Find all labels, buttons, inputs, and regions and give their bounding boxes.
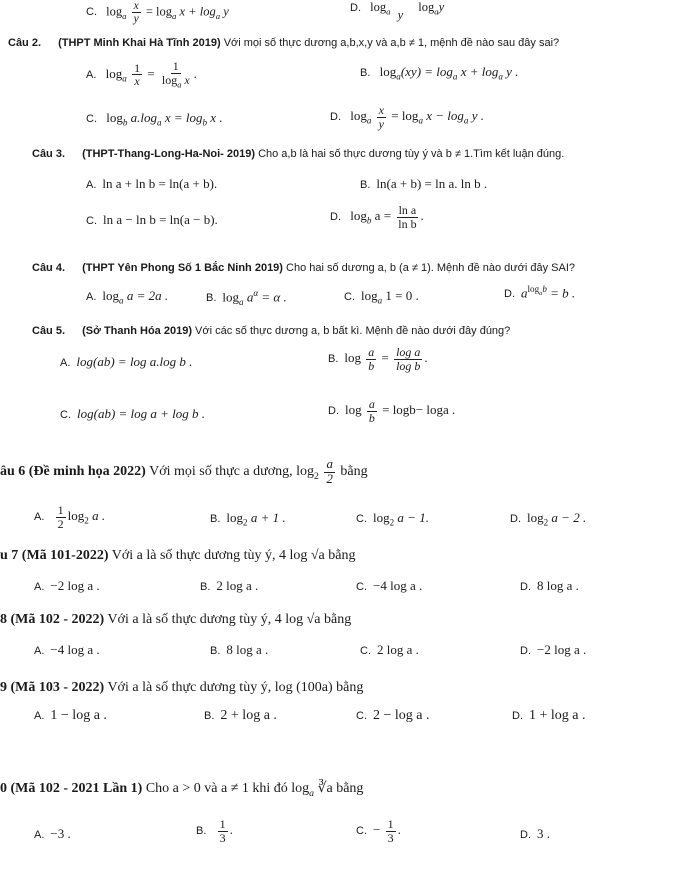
option-label: B. (196, 825, 207, 838)
fraction (160, 60, 192, 90)
frac-den: 3 (219, 830, 226, 845)
math-text: x . (207, 110, 223, 125)
q4-option-d (504, 284, 575, 301)
frac-num: x (133, 0, 139, 12)
option-label: B. (210, 645, 221, 657)
fraction (394, 346, 422, 372)
option-label: C. (356, 581, 367, 593)
frac-den: y (133, 13, 139, 26)
question-number: Câu 2. (8, 37, 42, 49)
math-text: a = (371, 208, 392, 224)
math-text: a (521, 285, 528, 301)
option-label: B. (200, 581, 211, 593)
math-text: log (379, 64, 397, 79)
frac-num: log a (396, 345, 421, 359)
option-label: D. (520, 645, 531, 657)
math-sub: a (377, 295, 383, 306)
math-text: 1 + log a . (529, 708, 586, 723)
frac-den: log (161, 72, 178, 87)
math-text: ln a − ln b = ln(a − b). (103, 212, 218, 227)
option-label: C. (86, 6, 97, 19)
q9-option-c (356, 708, 430, 724)
q6-option-b (210, 510, 286, 528)
option-label: D. (520, 829, 531, 841)
q5-option-a (60, 354, 192, 370)
math-sub: 2 (389, 517, 395, 528)
math-text: log (106, 4, 123, 19)
question-number: Câu 3. (32, 148, 66, 160)
fraction (56, 504, 66, 530)
q7-option-d (520, 578, 579, 594)
math-text: 2 + log a . (220, 708, 277, 723)
q2-option-a: A. $\log_a$ $\frac{1}{x}$ = $\frac{1}{\log_a x}$ . (86, 59, 197, 89)
math-sub: a (177, 79, 182, 89)
q8-option-b (210, 642, 268, 658)
q10-option-c: C. − $\frac{1}{3}$ . (356, 817, 401, 845)
question-number: 9 (Mã 103 - 2022) (0, 680, 105, 695)
question-number: Câu 5. (32, 325, 66, 337)
frac-num: 1 (387, 817, 394, 831)
frac-den: log b (396, 358, 421, 373)
frac-num: a (368, 397, 375, 411)
frac-num: x (378, 103, 384, 117)
math-text: = b . (546, 285, 576, 301)
fraction (367, 398, 377, 424)
math-text: ∛a (314, 781, 333, 796)
math-text: = logb− loga . (378, 402, 456, 418)
math-sub: 2 (243, 517, 248, 528)
q4-option-b (206, 288, 287, 307)
math-text: 2 log a . (216, 578, 259, 593)
q6-stem (0, 458, 368, 486)
math-text: log (102, 288, 120, 303)
math-sub: a (434, 6, 439, 17)
math-sup: log (527, 284, 540, 294)
question-text: Với a là số thực dương tùy ý, 4 log √a bằng (104, 612, 352, 627)
math-text: a = 2a . (123, 288, 169, 303)
math-sub: 2 (543, 517, 549, 528)
math-text: a − 1. (394, 510, 429, 525)
q9-option-a (34, 708, 107, 724)
question-text: Với mọi số thực dương a,b,x,y và a,b ≠ 1, mệnh đề nào sau đây sai? (220, 37, 560, 49)
fraction (377, 104, 386, 130)
q10-option-d (520, 826, 550, 842)
math-sub: a (366, 115, 372, 126)
frac-den: 2 (326, 471, 333, 486)
math-text: a − 2 . (548, 510, 587, 525)
question-number: 8 (Mã 102 - 2022) (0, 612, 105, 627)
question-text: Cho a > 0 và a ≠ 1 khi đó log (142, 781, 310, 796)
frac-den: b (368, 410, 375, 425)
math-sub: 2 (314, 471, 319, 483)
q10-option-a (34, 826, 71, 842)
math-text: y . (502, 64, 519, 79)
q5-option-c (60, 406, 205, 422)
question-text: Với a là số thực dương tùy ý, log (100a) bằng (104, 680, 364, 695)
fraction (132, 62, 142, 88)
q2-stem (8, 37, 559, 49)
option-label: B. (206, 292, 217, 305)
fraction (218, 818, 228, 844)
q8-stem (0, 612, 351, 628)
q1-option-d (350, 0, 445, 22)
q2-option-d (330, 104, 484, 130)
math-text: x (181, 72, 190, 87)
fraction (396, 204, 418, 230)
math-text: log (361, 288, 378, 303)
q3-option-c (86, 212, 218, 228)
math-sub: a (539, 289, 543, 297)
math-text: −2 log a . (50, 578, 100, 593)
math-text: log (350, 208, 367, 224)
option-label: A. (34, 511, 45, 524)
math-text: y (220, 4, 229, 19)
math-text: x = log (161, 110, 203, 125)
math-sub: a (386, 6, 391, 17)
q8-option-c (360, 642, 419, 658)
question-source: (THPT Minh Khai Hà Tĩnh 2019) (58, 37, 221, 49)
option-label: A. (60, 357, 71, 369)
q7-option-a (34, 578, 100, 594)
math-text: = α . (258, 289, 287, 305)
option-label: D. (504, 288, 515, 301)
option-label: C. (86, 113, 97, 125)
math-text: 2 log a . (377, 642, 419, 657)
option-label: B. (204, 710, 215, 722)
math-text: log (222, 289, 240, 305)
math-text: 8 log a . (226, 642, 269, 657)
math-sub: 2 (84, 515, 89, 526)
q6-option-c (356, 510, 429, 528)
q3-stem (32, 148, 564, 160)
option-label: C. (60, 409, 71, 421)
fraction (366, 346, 376, 372)
q5-stem (32, 325, 510, 337)
q3-option-a (86, 176, 217, 192)
frac-num: 1 (172, 59, 179, 73)
frac-den: b (368, 358, 375, 373)
q10-option-b: B. $\frac{1}{3}$ . (196, 817, 233, 845)
math-sub: a (157, 117, 162, 128)
math-sub: a (498, 71, 503, 82)
math-sub: b (202, 117, 208, 128)
math-text: . (424, 350, 428, 366)
option-label: C. (344, 291, 355, 303)
math-text: 3 . (537, 826, 550, 841)
math-text: −3 . (50, 826, 71, 841)
question-number: Câu 4. (32, 262, 66, 274)
option-label: A. (34, 710, 45, 722)
math-text: x + log (176, 4, 216, 19)
math-text: a (243, 289, 254, 305)
option-label: A. (86, 291, 97, 303)
question-number: âu 6 (Đề minh họa 2022) (0, 464, 146, 480)
math-text: log(ab) = log a + log b . (77, 406, 206, 421)
math-sub: a (396, 71, 401, 82)
math-text: log (350, 108, 367, 124)
math-text: (xy) = log (400, 64, 453, 79)
math-text: 8 log a . (537, 578, 579, 593)
math-sub: b (122, 117, 128, 128)
math-text: log (527, 510, 544, 525)
q9-option-b (204, 708, 277, 724)
q3-option-d (330, 204, 424, 230)
frac-den: ln b (398, 216, 417, 231)
math-text: a . (88, 508, 106, 524)
question-text: Với a là số thực dương tùy ý, 4 log √a bằng (108, 548, 356, 563)
math-text: 1 = 0 . (382, 288, 419, 303)
q7-option-b (200, 578, 258, 594)
math-text: log (106, 110, 123, 125)
option-label: C. (356, 825, 367, 838)
math-text: a + 1 . (247, 510, 286, 525)
question-text: Cho hai số dương a, b (a ≠ 1). Mệnh đề nào dưới đây SAI? (282, 262, 575, 274)
math-sub: a (122, 10, 127, 21)
q6-option-d (510, 510, 586, 528)
option-label: C. (86, 215, 97, 227)
q5-option-d (328, 398, 455, 424)
fraction (386, 818, 396, 844)
option-label: C. (360, 645, 371, 657)
question-source: (THPT Yên Phong Số 1 Bắc Ninh 2019) (82, 262, 283, 274)
math-text: y (438, 0, 445, 14)
math-text: x + log (457, 64, 499, 79)
math-text: = log (391, 108, 419, 124)
math-text: . (420, 208, 424, 224)
option-label: A. (34, 581, 45, 593)
math-text: log (373, 510, 390, 525)
math-text: log (226, 510, 244, 525)
math-text: −4 log a . (373, 578, 423, 593)
option-label: C. (356, 513, 367, 525)
math-text: a.log (127, 110, 158, 125)
option-label: A. (34, 829, 45, 841)
math-text: log (418, 0, 435, 14)
math-text: ln(a + b) = ln a. ln b . (376, 176, 488, 191)
frac-den: y (378, 116, 384, 131)
frac-den: 3 (387, 830, 394, 845)
option-label: A. (86, 68, 97, 81)
math-text: = (381, 350, 389, 366)
frac-num: ln a (398, 203, 417, 217)
math-text: 2 − log a . (373, 708, 430, 723)
q8-option-d (520, 642, 586, 658)
option-label: B. (328, 353, 339, 366)
q10-stem (0, 780, 363, 799)
frac-num: 1 (57, 503, 64, 517)
math-sub: a (122, 73, 127, 84)
option-label: B. (210, 513, 221, 525)
math-sub: a (418, 115, 423, 126)
math-text: − (373, 822, 381, 838)
q7-stem (0, 548, 356, 564)
question-number: u 7 (Mã 101-2022) (0, 548, 109, 563)
q6-option-a (34, 504, 105, 530)
q9-stem (0, 680, 363, 696)
math-text: −2 log a . (537, 642, 587, 657)
math-sub: a (239, 296, 244, 307)
math-text: ln a + ln b = ln(a + b). (102, 176, 218, 191)
option-label: D. (328, 405, 339, 418)
math-text: x − log (422, 108, 464, 124)
math-text: log (105, 65, 123, 81)
frac-num: 1 (134, 60, 141, 75)
math-text: log (67, 508, 85, 524)
question-number: 0 (Mã 102 - 2021 Lần 1) (0, 781, 143, 796)
fraction (132, 0, 141, 25)
math-sub: b (366, 215, 372, 226)
q4-stem (32, 262, 575, 274)
q9-option-d (512, 708, 586, 724)
math-text: log (345, 402, 362, 418)
math-text: y . (468, 108, 484, 124)
question-text: Với các số thực dương a, b bất kì. Mệnh đề nào dưới đây đúng? (191, 325, 511, 337)
q8-option-a (34, 642, 100, 658)
q2-option-b (360, 64, 518, 82)
option-label: D. (350, 2, 361, 14)
math-sub: a (463, 115, 469, 126)
math-text: = log (145, 4, 172, 19)
frac-num: a (368, 345, 375, 359)
math-text: log (370, 0, 387, 14)
option-label: B. (360, 179, 371, 191)
math-sup: b (542, 284, 547, 294)
q4-option-a (86, 288, 168, 306)
option-label: C. (356, 710, 367, 722)
math-sub: a (119, 295, 124, 306)
q1-option-c (86, 0, 229, 25)
question-text: Cho a,b là hai số thực dương tùy ý và b ≠ 1.Tìm kết luận đúng. (255, 148, 565, 160)
q3-option-b (360, 176, 487, 192)
q2-option-c (86, 110, 223, 128)
option-label: D. (330, 111, 341, 124)
question-source: (THPT-Thang-Long-Ha-Noi- 2019) (82, 148, 256, 160)
option-label: D. (512, 710, 523, 722)
option-label: A. (86, 179, 97, 191)
option-label: D. (330, 211, 341, 224)
q5-option-b (328, 346, 428, 372)
math-text: = (147, 65, 155, 81)
frac-den: x (134, 74, 140, 89)
question-text: bằng (336, 464, 368, 480)
frac-den: 2 (57, 516, 64, 531)
q7-option-c (356, 578, 422, 594)
option-label: D. (520, 581, 531, 593)
math-sub: a (452, 71, 458, 82)
math-text: log(ab) = log a.log b . (76, 354, 193, 369)
frac-num: a (326, 457, 333, 471)
option-label: A. (34, 645, 45, 657)
math-sup: α (253, 288, 259, 298)
math-text: log (344, 350, 362, 366)
math-sub: a (309, 787, 315, 799)
fraction (324, 458, 334, 486)
math-sub: a (172, 10, 177, 21)
frac-num: 1 (219, 817, 226, 831)
question-text: bằng (332, 781, 364, 796)
math-text: 1 − log a . (50, 708, 107, 723)
option-label: D. (510, 513, 521, 525)
math-text: y (397, 8, 404, 22)
q4-option-c (344, 288, 419, 306)
question-text: Với mọi số thực a dương, log (145, 464, 315, 480)
option-label: B. (360, 67, 371, 79)
math-text: −4 log a . (50, 642, 100, 657)
question-source: (Sở Thanh Hóa 2019) (82, 325, 192, 337)
math-sub: a (215, 10, 221, 21)
